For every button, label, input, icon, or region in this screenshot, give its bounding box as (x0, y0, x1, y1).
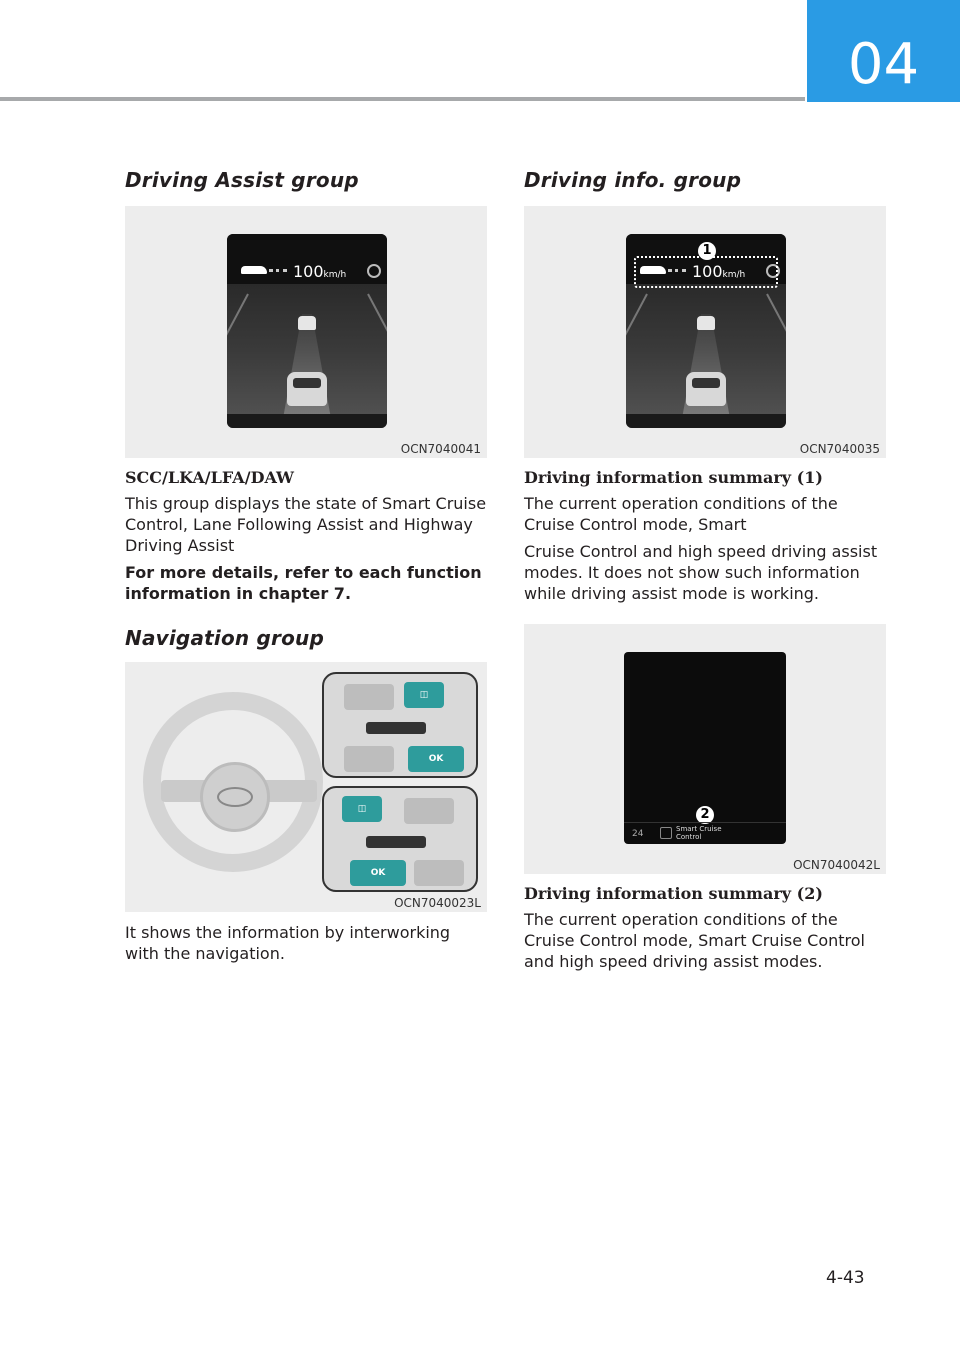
speed-unit: km/h (722, 270, 746, 280)
driving-assist-note: For more details, refer to each function information in chapter 7. (125, 563, 482, 603)
own-vehicle-icon (686, 372, 726, 406)
speed-value: 100 (692, 262, 723, 281)
figure-code: OCN7040042L (793, 858, 880, 872)
upper-button (344, 684, 394, 710)
smart-cruise-label-line1: Smart Cruise (676, 825, 722, 833)
speed-value: 100 (293, 262, 324, 281)
lane-left-line (626, 294, 648, 419)
set-speed (293, 262, 346, 281)
navigation-body: It shows the information by interworking with the navigation. (125, 923, 451, 963)
lane-right-line (367, 294, 387, 419)
figure-code: OCN7040023L (394, 896, 481, 910)
smart-cruise-label (676, 825, 722, 841)
right-column (524, 168, 886, 972)
driving-info-title: Driving info. group (524, 168, 742, 192)
cluster-display (626, 234, 786, 428)
distance-dots-icon (269, 269, 287, 275)
cruise-icon (660, 827, 672, 839)
driving-assist-body: This group displays the state of Smart Cruise Control, Lane Following Assist and Highway Driving Assist (125, 494, 487, 555)
summary-1-heading: Driving information summary (1) (524, 468, 823, 487)
steering-assist-icon (367, 264, 381, 278)
cluster-display (227, 234, 387, 428)
lane-right-line (766, 294, 786, 419)
summary-2-body: The current operation conditions of the Cruise Control mode, Smart Cruise Control and high speed driving assist modes. (524, 910, 865, 971)
cluster-bottom-bar (227, 414, 387, 428)
chapter-tab: 04 (807, 0, 960, 102)
lower-button (344, 746, 394, 772)
lower-button-2 (414, 860, 464, 886)
summary-1-body-a: The current operation conditions of the Cruise Control mode, Smart (524, 494, 838, 534)
driving-assist-title: Driving Assist group (125, 168, 359, 192)
road-highlight (282, 314, 332, 424)
summary-2-heading: Driving information summary (2) (524, 884, 823, 903)
navigation-figure (125, 662, 487, 912)
lane-left-line (227, 294, 249, 419)
info-bar (624, 822, 786, 844)
callout-badge-2: 2 (696, 806, 714, 824)
road-highlight (681, 314, 731, 424)
ok-button-2: OK (350, 860, 406, 886)
info-number: 24 (632, 829, 644, 839)
lead-vehicle-icon (298, 316, 316, 330)
brand-logo-icon (217, 787, 253, 807)
control-callout-bottom (322, 786, 478, 892)
rocker-switch-2 (366, 836, 426, 848)
left-column (125, 168, 487, 964)
summary-1-body-b: Cruise Control and high speed driving assist modes. It does not show such information while driving assist mode is working. (524, 542, 878, 603)
rocker-switch (366, 722, 426, 734)
control-callout-top (322, 672, 478, 778)
lead-vehicle-icon (697, 316, 715, 330)
summary-highlight-box (634, 256, 778, 288)
navigation-title: Navigation group (125, 626, 324, 650)
page-number: 4-43 (826, 1268, 865, 1288)
figure-code: OCN7040035 (799, 442, 880, 456)
smart-cruise-figure (524, 624, 886, 874)
speed-unit: km/h (323, 270, 347, 280)
mode-button-icon: ◫ (404, 682, 444, 708)
own-vehicle-icon (287, 372, 327, 406)
driving-info-figure (524, 206, 886, 458)
ok-button: OK (408, 746, 464, 772)
cluster-bottom-bar (626, 414, 786, 428)
vehicle-distance-icon (241, 266, 267, 274)
callout-badge-1: 1 (698, 242, 716, 260)
smart-cruise-label-line2: Control (676, 833, 702, 841)
upper-button-2 (404, 798, 454, 824)
scc-subheading: SCC/LKA/LFA/DAW (125, 468, 295, 487)
wheel-hub (200, 762, 270, 832)
header-rule (0, 97, 805, 101)
driving-assist-figure (125, 206, 487, 458)
cluster-display-dark (624, 652, 786, 844)
mode-button-icon-2: ◫ (342, 796, 382, 822)
figure-code: OCN7040041 (400, 442, 481, 456)
